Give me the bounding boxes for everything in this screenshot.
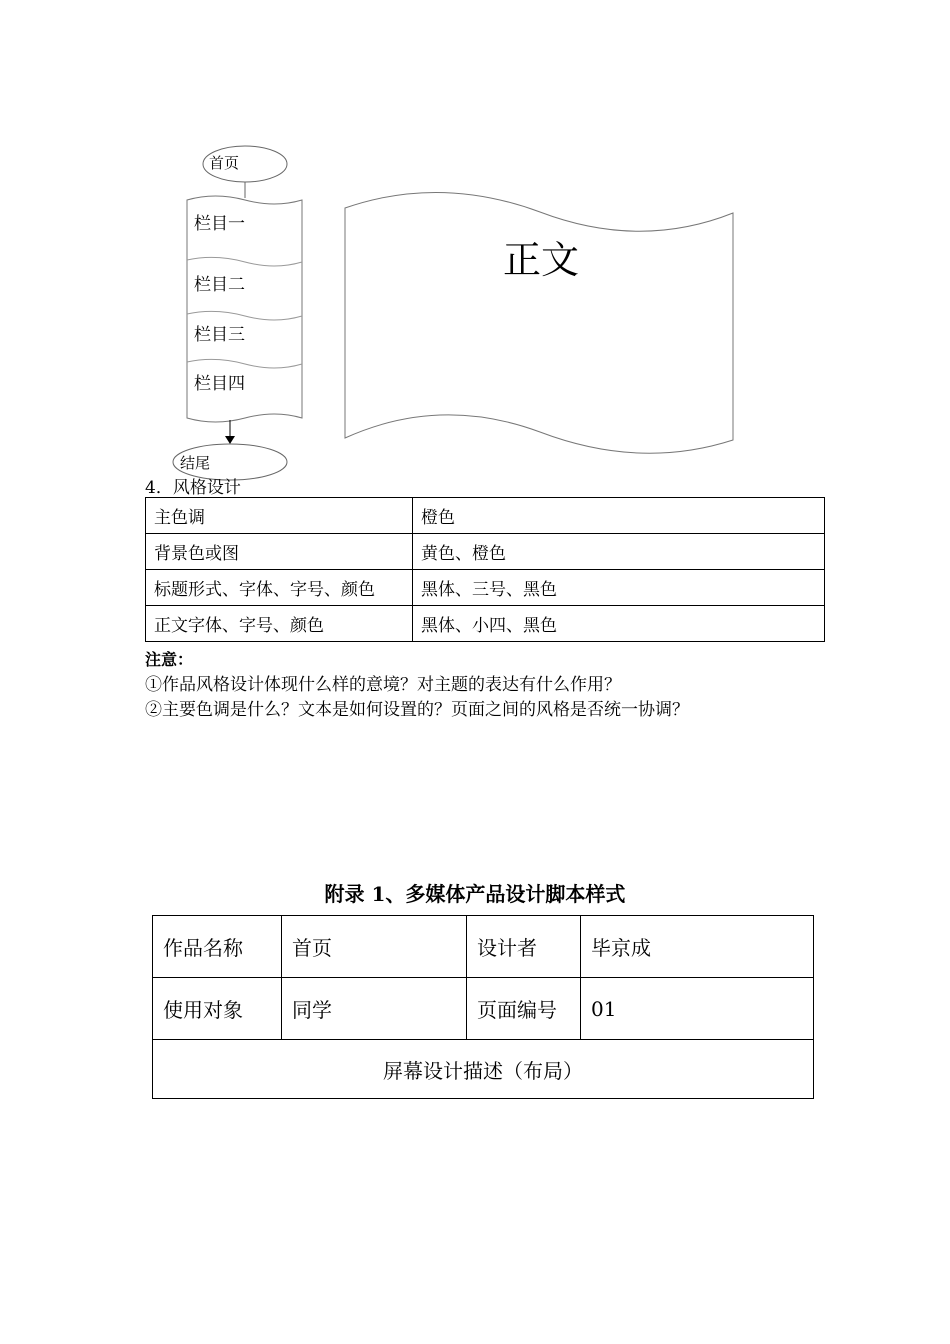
style-label-cell: 背景色或图 <box>146 534 413 570</box>
column-item-2: 栏目二 <box>194 275 245 295</box>
body-label: 正文 <box>503 238 580 282</box>
table-row <box>146 534 825 570</box>
script-table <box>152 915 814 1099</box>
column-divider-1 <box>187 257 302 266</box>
style-value-cell: 黄色、橙色 <box>413 534 825 570</box>
appendix-title: 附录 1、多媒体产品设计脚本样式 <box>324 882 626 906</box>
column-divider-2 <box>187 311 302 320</box>
page-number-value: 01 <box>581 978 814 1040</box>
style-value-cell: 黑体、三号、黑色 <box>413 570 825 606</box>
table-row <box>146 606 825 642</box>
designer-label: 设计者 <box>467 916 581 978</box>
table-row <box>153 916 814 978</box>
audience-label: 使用对象 <box>153 978 282 1040</box>
table-row <box>146 498 825 534</box>
column-item-4: 栏目四 <box>194 374 245 394</box>
end-arrow-head <box>225 436 235 444</box>
notes-title: 注意： <box>145 650 194 669</box>
style-value-cell: 黑体、小四、黑色 <box>413 606 825 642</box>
table-row <box>153 978 814 1040</box>
table-row <box>146 570 825 606</box>
work-name-value: 首页 <box>282 916 467 978</box>
layout-flowchart <box>0 0 950 500</box>
column-item-1: 栏目一 <box>194 214 245 234</box>
end-label: 结尾 <box>180 454 211 472</box>
note-line-1: ①作品风格设计体现什么样的意境？对主题的表达有什么作用？ <box>145 675 621 695</box>
column-item-3: 栏目三 <box>194 325 245 345</box>
body-document-shape <box>345 192 733 453</box>
style-label-cell: 主色调 <box>146 498 413 534</box>
style-label-cell: 正文字体、字号、颜色 <box>146 606 413 642</box>
style-table <box>145 497 825 642</box>
style-value-cell: 橙色 <box>413 498 825 534</box>
start-label: 首页 <box>209 154 240 172</box>
column-divider-3 <box>187 359 302 368</box>
designer-value: 毕京成 <box>581 916 814 978</box>
work-name-label: 作品名称 <box>153 916 282 978</box>
note-line-2: ②主要色调是什么？文本是如何设置的？页面之间的风格是否统一协调？ <box>145 700 689 720</box>
page-number-label: 页面编号 <box>467 978 581 1040</box>
table-row <box>153 1040 814 1099</box>
screen-description-cell: 屏幕设计描述（布局） <box>153 1040 814 1099</box>
style-label-cell: 标题形式、字体、字号、颜色 <box>146 570 413 606</box>
audience-value: 同学 <box>282 978 467 1040</box>
style-section-heading: 4．风格设计 <box>145 478 241 498</box>
